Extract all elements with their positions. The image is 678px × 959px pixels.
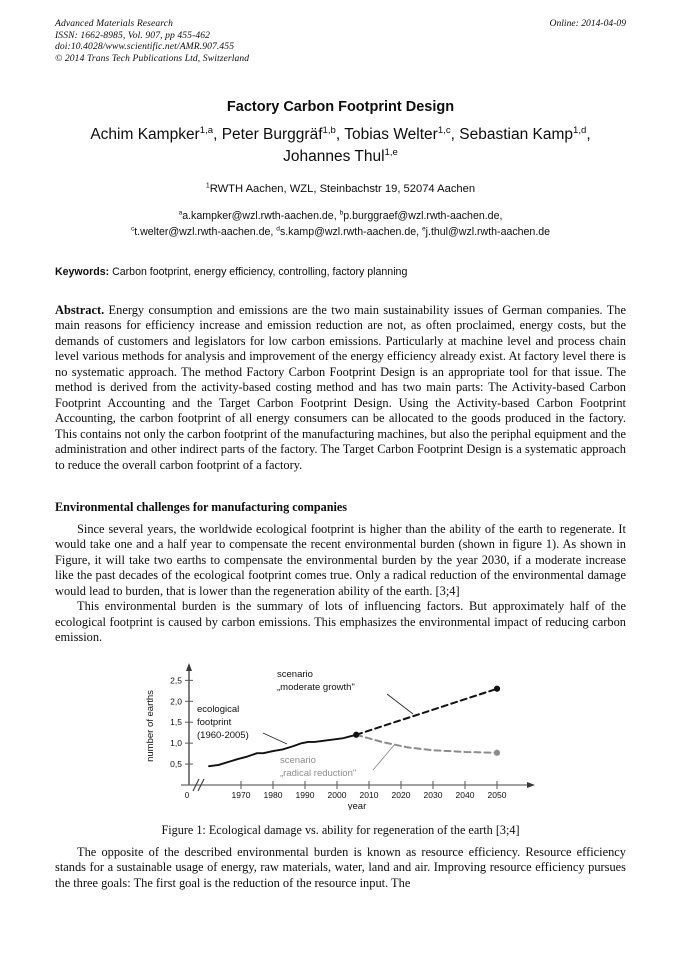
- email-address: s.kamp@wzl.rwth-aachen.de: [279, 225, 417, 238]
- y-tick-label: 1,5: [169, 716, 182, 727]
- x-tick-label: 1970: [231, 789, 250, 800]
- email-item: [276, 226, 416, 238]
- x-tick-label: 1990: [295, 789, 314, 800]
- journal-issn: ISSN: 1662-8985, Vol. 907, pp 455-462: [55, 29, 211, 41]
- y-tick-label: 1,0: [169, 737, 182, 748]
- journal-name: Advanced Materials Research: [55, 18, 173, 29]
- chart-branch-marker: [353, 731, 359, 737]
- email-line-1: $^a$a.kampker@wzl.rwth-aachen.de, $^b$p.burggraef@wzl.rwth-aachen.de,: [178, 209, 503, 222]
- affiliation: [55, 182, 626, 197]
- author-name: Achim Kampker: [90, 126, 200, 143]
- email-address: a.kampker@wzl.rwth-aachen.de: [182, 210, 334, 222]
- author-name: Johannes Thul: [283, 148, 385, 165]
- y-tick-label: 0,5: [169, 758, 182, 769]
- journal-header-left: [55, 18, 626, 64]
- x-tick-label: 2030: [423, 789, 442, 800]
- annotation-moderate-line1: scenario: [276, 668, 313, 680]
- paragraph-1: Since several years, the worldwide ecological footprint is higher than the ability of the earth to regenerate. It would take one and a half year to compensate the recent environmental burden (shown in figure 1). As shown in Figure, it will take two earths to compensate the environmental burden by the year 2030, if a moderate increase like the past decades of the ecological footprint comes true. Only a radical reduction of the environmental damage would lead to burden, that is lower than the regeneration ability of the earth. [3;4]: [55, 521, 626, 598]
- y-tick-label: 2,5: [169, 674, 182, 685]
- figure-caption: Figure 1: Ecological damage vs. ability for regeneration of the earth [3;4]: [161, 822, 520, 837]
- author-item: [283, 148, 398, 165]
- email-marker: d: [276, 224, 280, 232]
- email-address: p.burggraef@wzl.rwth-aachen.de: [343, 210, 500, 222]
- paragraph-3: The opposite of the described environmental burden is known as resource efficiency. Resource efficiency stands for a sustainable usage of energy, raw materials, water, land and air. Improving resource efficiency pursues the three goals: The first goal is the reduction of the resource input. The: [55, 844, 626, 890]
- email-marker: b: [339, 209, 344, 217]
- annotation-ecological-footprint: [197, 704, 287, 744]
- x-tick-label: 2000: [327, 789, 346, 800]
- author-line-2: [283, 148, 398, 165]
- section-heading: Environmental challenges for manufacturing companies: [55, 499, 348, 514]
- page-title: Factory Carbon Footprint Design: [226, 99, 455, 115]
- online-date: Online: 2014-04-09: [549, 18, 626, 29]
- x-axis-label: year: [347, 800, 366, 810]
- x-tick-label: 1980: [263, 789, 282, 800]
- annotation-eco-line3: (1960-2005): [196, 729, 249, 741]
- abstract-label: Abstract.: [55, 303, 105, 317]
- annotation-radical-line2: „radical reduction": [279, 767, 356, 779]
- y-axis-label: number of earths: [144, 689, 156, 762]
- ecological-footprint-chart: [141, 660, 541, 810]
- author-marker: 1,d: [573, 124, 587, 136]
- chart-series-2: [356, 734, 497, 752]
- y-tick-label: 2,0: [169, 695, 182, 706]
- annotation-moderate-line2: „moderate growth": [276, 681, 355, 693]
- keywords-value: Carbon footprint, energy efficiency, controlling, factory planning: [109, 266, 408, 278]
- annotation-moderate-growth: [277, 669, 413, 714]
- affiliation-text: RWTH Aachen, WZL, Steinbachstr 19, 52074 Aachen: [209, 183, 476, 195]
- email-marker: c: [130, 224, 135, 232]
- author-name: Tobias Welter: [344, 126, 438, 143]
- author-marker: 1,a: [199, 124, 214, 136]
- x-tick-label: 2010: [359, 789, 378, 800]
- email-item: [422, 226, 550, 238]
- annotation-radical-reduction: [280, 744, 395, 779]
- author-marker: 1,b: [322, 124, 336, 136]
- annotation-radical-leader: [373, 744, 395, 770]
- author-item: [90, 126, 213, 143]
- chart-endpoint-marker: [493, 685, 499, 691]
- chart-series-layer: [209, 685, 500, 766]
- figure-1: [55, 660, 626, 838]
- x-tick-label: 2050: [487, 789, 506, 800]
- x-axis: [181, 779, 535, 810]
- author-name: Sebastian Kamp: [459, 126, 574, 143]
- journal-header: [55, 18, 626, 80]
- affiliation-marker: 1: [205, 182, 210, 190]
- author-marker: 1,c: [437, 124, 451, 136]
- annotation-radical-line1: scenario: [279, 754, 316, 766]
- author-list: [55, 124, 626, 168]
- email-list: [55, 209, 626, 240]
- email-item: [340, 210, 500, 222]
- email-marker: a: [178, 209, 183, 217]
- chart-endpoint-marker: [493, 749, 499, 755]
- author-marker: 1,e: [384, 146, 398, 158]
- chart-series-1: [356, 688, 497, 734]
- email-address: t.welter@wzl.rwth-aachen.de: [134, 225, 271, 238]
- abstract: [55, 303, 626, 473]
- email-item: [179, 210, 334, 222]
- author-name: Peter Burggräf: [221, 126, 323, 143]
- abstract-text: Energy consumption and emissions are the two main sustainability issues of German companies. The main reasons for efficiency increase and emission reduction are not, as often proclaimed, energy costs, but the demands of customers and legislators for low carbon emissions. Particularly at machine level and process chain level various methods for analysis and improvement of the energy efficiency already exist. At factory level there is no systematic approach. The method Factory Carbon Footprint Design is an appropriate tool for that issue. The method is derived from the activity-based costing method and has two main parts: The Activity-based Carbon Footprint Accounting and the Target Carbon Footprint Design. Using the Activity-based Carbon Footprint Accounting, the carbon footprint of all energy consumers can be allocated to the goods produced in the factory. This contains not only the carbon footprint of the manufacturing machines, but also the periphal equipment and the administration and other indirect parts of the factory. The Target Carbon Footprint Design is a systematic approach to reduce the overall carbon footprint of a factory.: [55, 303, 626, 472]
- paragraph-2: This environmental burden is the summary of lots of influencing factors. But approximately half of the ecological footprint is caused by carbon emissions. This emphasizes the environmental impact of reducing carbon emission.: [55, 599, 626, 645]
- x-tick-label: 2040: [455, 789, 474, 800]
- email-item: [131, 226, 270, 238]
- annotation-eco-line2: footprint: [196, 716, 231, 728]
- annotation-eco-line1: ecological: [196, 703, 239, 715]
- author-item: [459, 126, 586, 143]
- email-address: j.thul@wzl.rwth-aachen.de: [425, 225, 551, 238]
- journal-doi: doi:10.4028/www.scientific.net/AMR.907.455: [55, 41, 235, 53]
- keywords-line: [55, 265, 626, 279]
- y-axis: [145, 663, 193, 785]
- author-line-1: Achim Kampker$^{1,a}$, Peter Burggräf$^{1,b}$, Tobias Welter$^{1,c}$, Sebastian Kamp$^{1,d}$,: [90, 124, 591, 143]
- keywords-label: Keywords:: [55, 266, 110, 278]
- author-item: [344, 126, 450, 143]
- journal-copyright: © 2014 Trans Tech Publications Ltd, Switzerland: [55, 52, 250, 64]
- author-item: [222, 126, 336, 143]
- email-marker: e: [422, 224, 426, 232]
- email-line-2: $^c$t.welter@wzl.rwth-aachen.de, $^d$s.kamp@wzl.rwth-aachen.de, $^e$j.thul@wzl.rwth-aachen.de: [130, 224, 551, 238]
- annotation-moderate-leader: [387, 694, 413, 714]
- x-axis-origin-label: 0: [184, 790, 189, 800]
- x-tick-label: 2020: [391, 789, 410, 800]
- annotation-eco-leader: [263, 733, 287, 744]
